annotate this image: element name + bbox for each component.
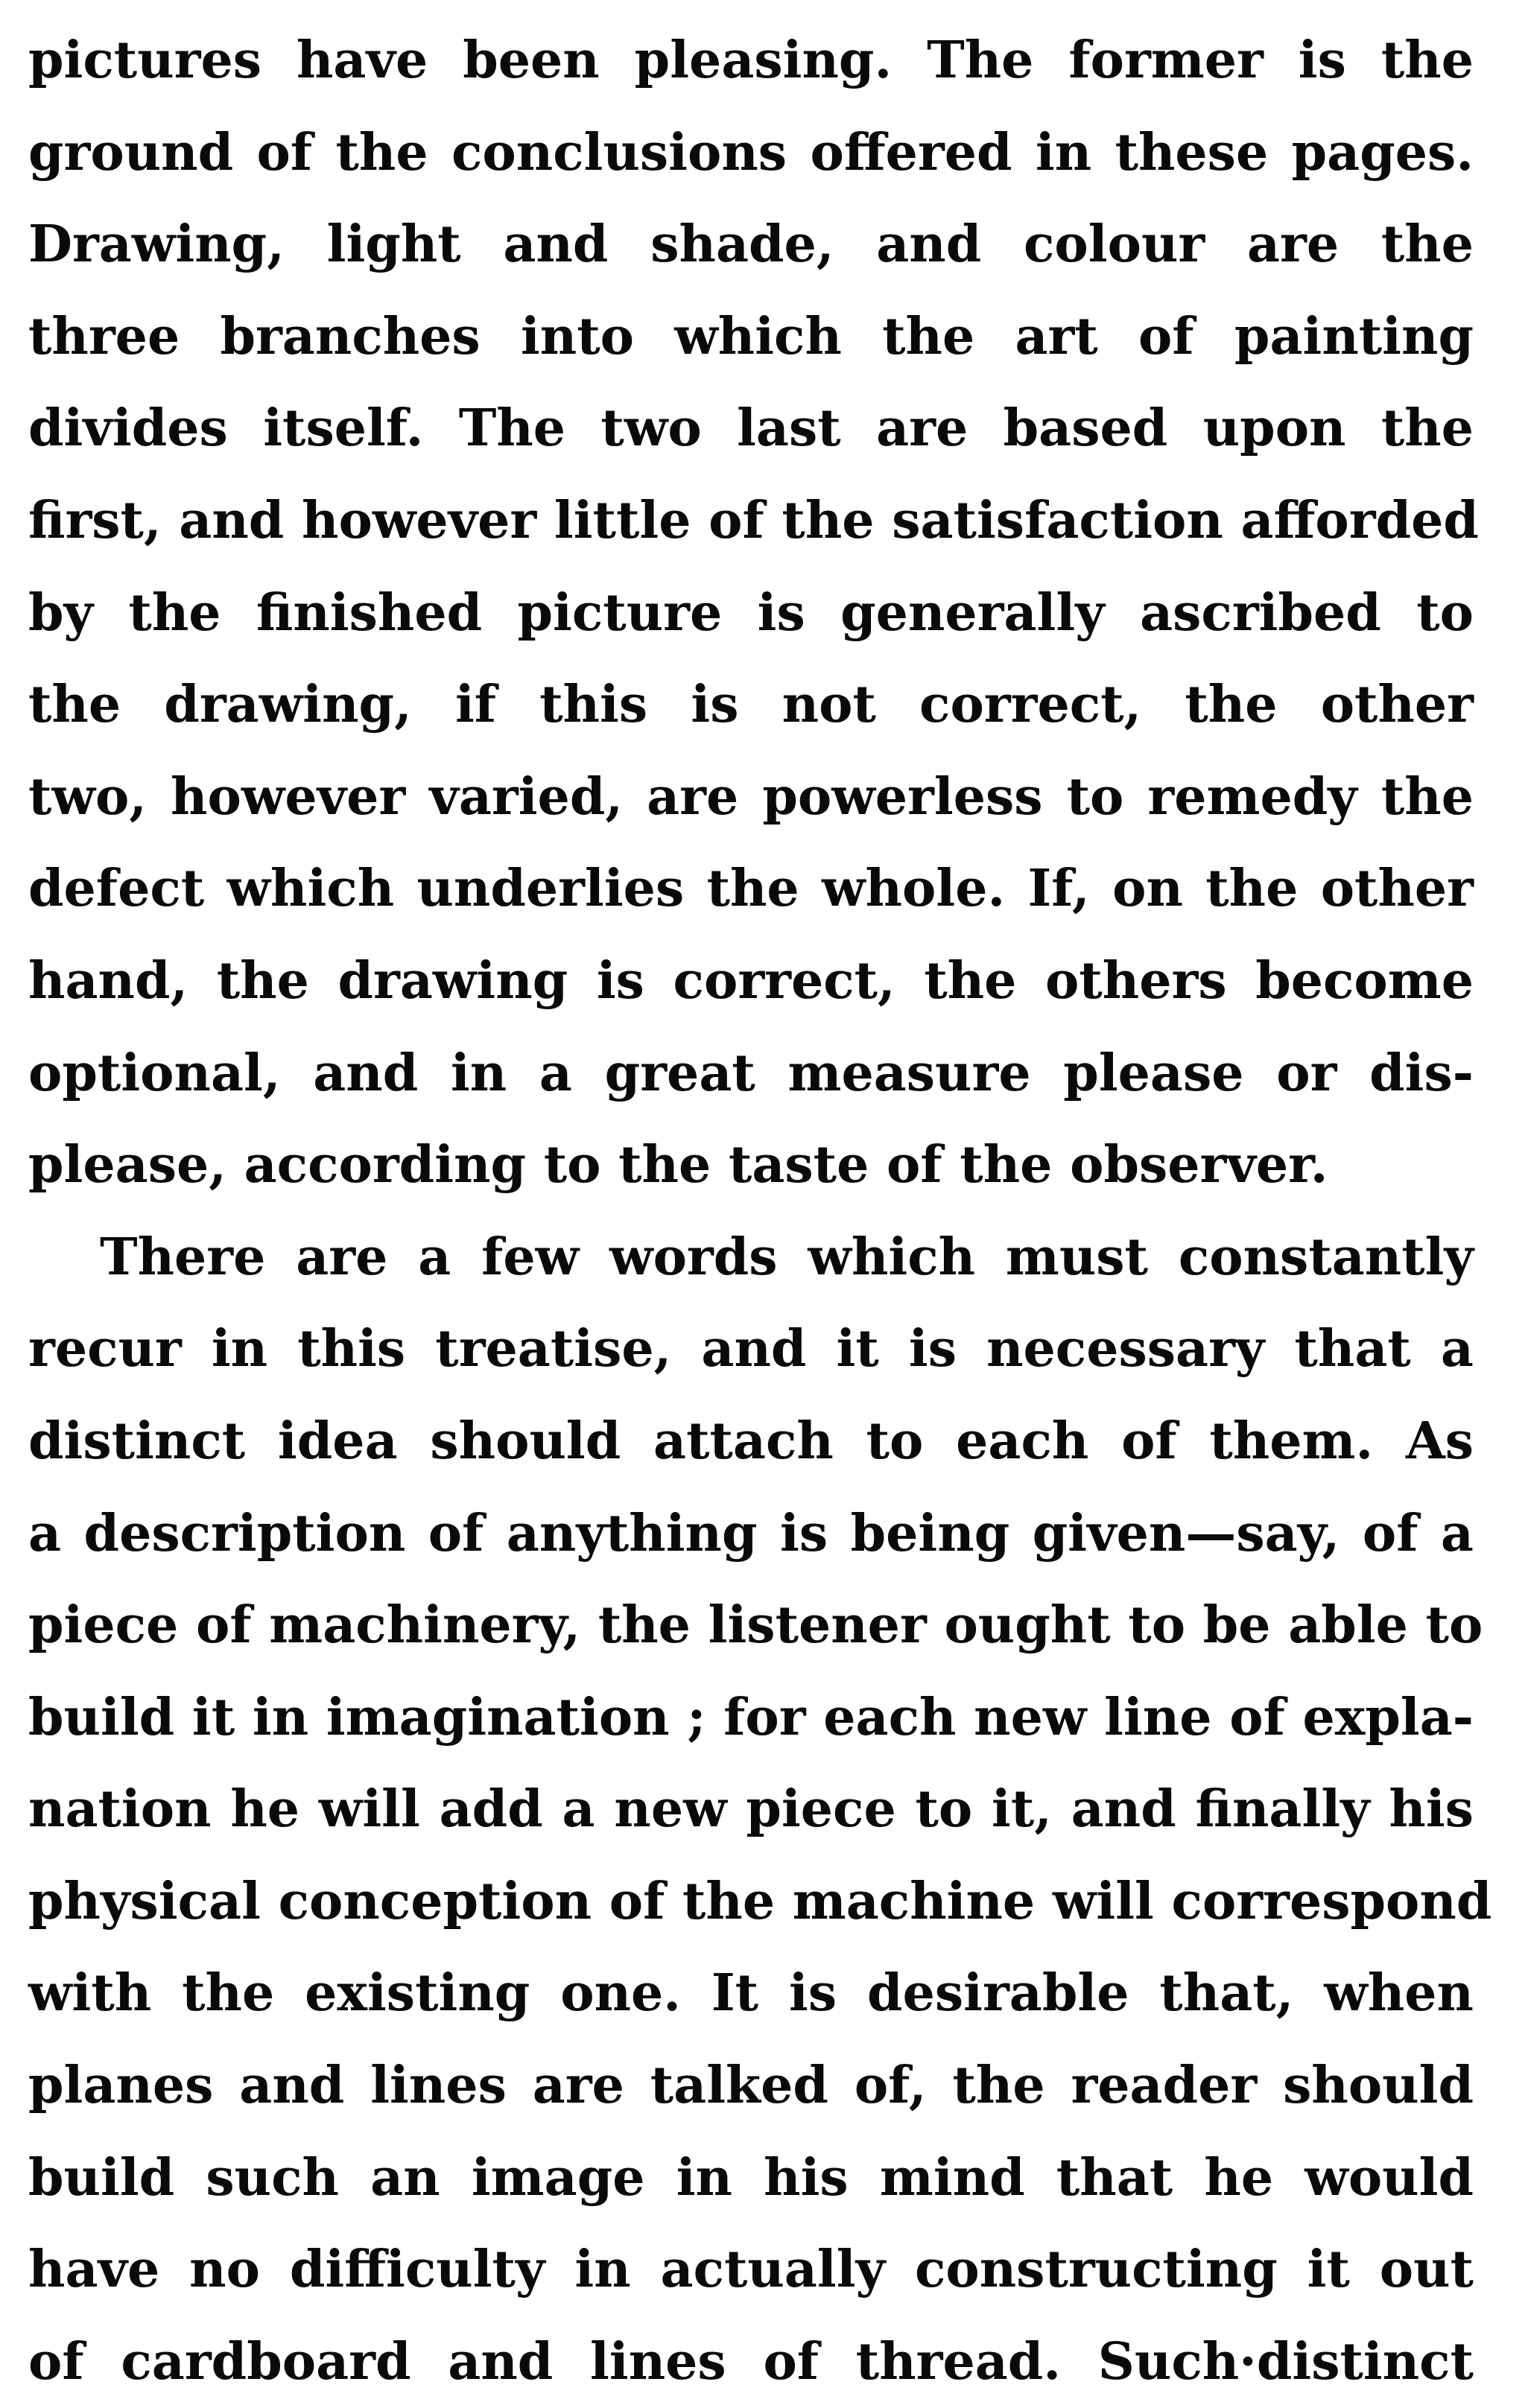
text-line: Drawing, light and shade, and colour are the — [28, 215, 1474, 275]
text-line: a description of anything is being given—say, of a — [28, 1503, 1474, 1563]
text-line: please, according to the taste of the observer. — [28, 1135, 1328, 1195]
text-line: nation he will add a new piece to it, and finally his — [28, 1779, 1474, 1840]
text-line: of cardboard and lines of thread. Such·distinct — [28, 2331, 1474, 2392]
paragraph — [28, 1212, 1492, 2408]
text-line: first, and however little of the satisfaction afforded — [28, 490, 1479, 550]
text-line: ground of the conclusions offered in these pages. — [28, 122, 1474, 182]
text-line: with the existing one. It is desirable that, when — [28, 1963, 1474, 2024]
text-line: piece of machinery, the listener ought to be able to — [28, 1595, 1483, 1656]
text-line: the drawing, if this is not correct, the other — [28, 675, 1474, 735]
body-text — [28, 15, 1492, 2408]
text-line: build it in imagination ; for each new line of expla- — [28, 1687, 1474, 1747]
text-line: recur in this treatise, and it is necessary that a — [28, 1319, 1474, 1379]
text-line: distinct idea should attach to each of them. As — [28, 1411, 1474, 1471]
text-line: There are a few words which must constantly — [100, 1227, 1474, 1287]
text-line: pictures have been pleasing. The former is the — [28, 31, 1474, 90]
text-line: by the finished picture is generally ascribed to — [28, 582, 1474, 643]
text-line: hand, the drawing is correct, the others become — [28, 950, 1474, 1011]
text-line: physical conception of the machine will correspond — [28, 1871, 1492, 1931]
text-line: have no difficulty in actually constructing it out — [28, 2240, 1474, 2300]
paragraph — [28, 15, 1479, 1212]
text-line: planes and lines are talked of, the reader should — [28, 2056, 1474, 2116]
text-line: three branches into which the art of painting — [28, 306, 1474, 366]
text-line: build such an image in his mind that he would — [28, 2147, 1474, 2208]
text-line: defect which underlies the whole. If, on the other — [28, 859, 1474, 919]
text-line: optional, and in a great measure please or dis- — [28, 1043, 1474, 1103]
text-line: two, however varied, are powerless to remedy the — [28, 766, 1474, 827]
text-line: divides itself. The two last are based upon the — [28, 398, 1474, 459]
